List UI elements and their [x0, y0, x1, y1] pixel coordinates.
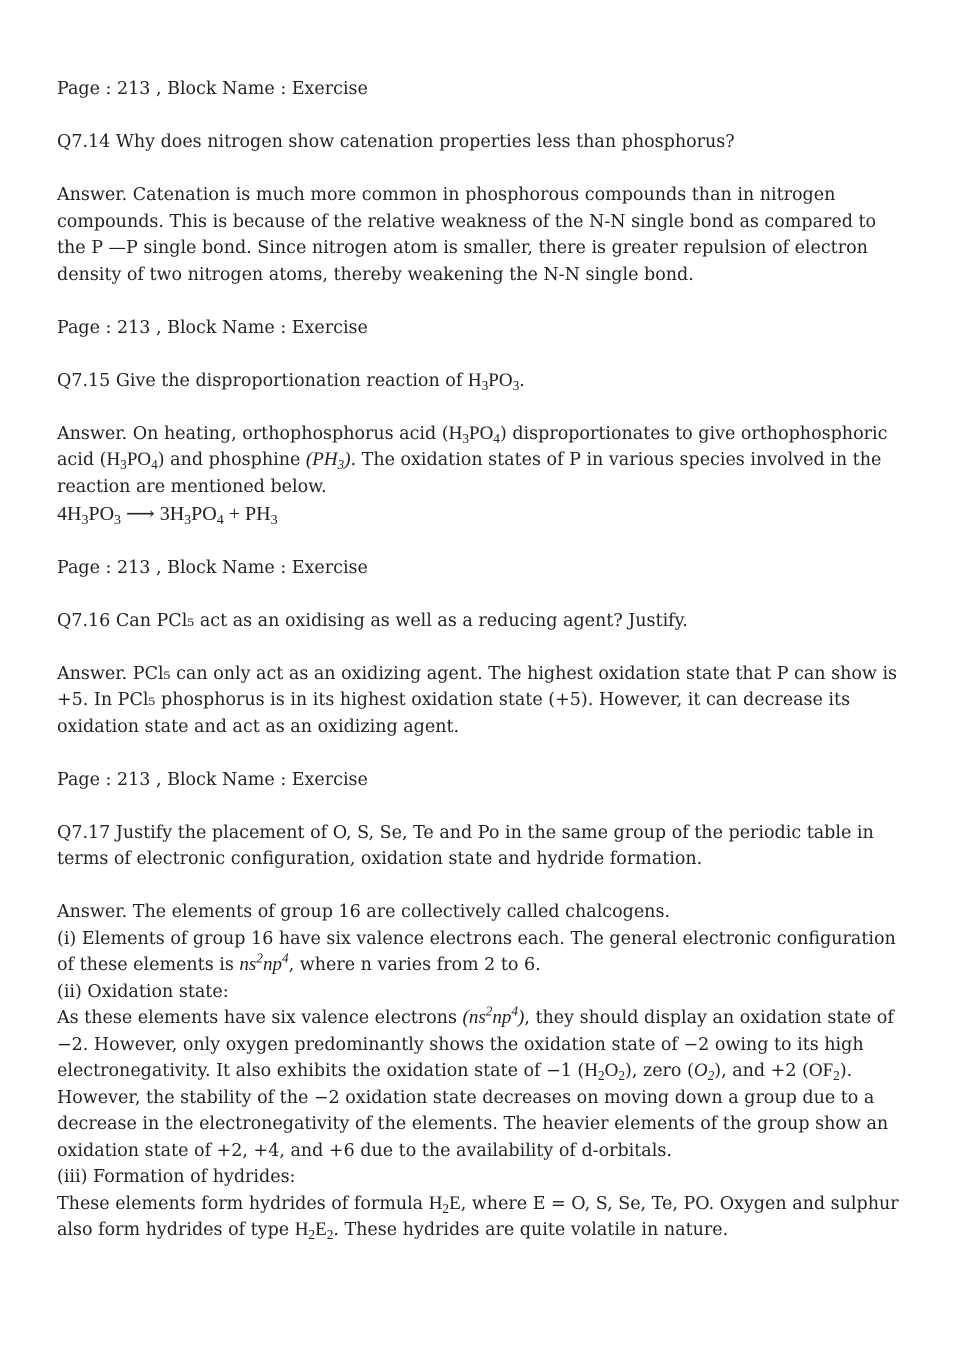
answer-7-17-point-2: As these elements have six valence electrons $(ns^2np^4)$, they should display an oxidation state of −2. However, only oxygen predominantly shows the oxidation state of −2 owing to its high electronegativity. It also exhibits the oxidation state of −1 $(H_2O_2)$, zero $(O_2)$, and +2 $(OF_2)$. However, the stability of the −2 oxidation state decreases on moving down a group due to a decrease in the electronegativity of the elements. The heavier elements of the group show an oxidation state of +2, +4, and +6 due to the availability of d-orbitals. [57, 1003, 894, 1161]
page-label: Page : 213 , Block Name : Exercise [57, 79, 368, 99]
formula-ph3: $(PH_3)$ [305, 449, 351, 472]
reaction-equation: $4H_3PO_3$ ⟶ $3H_3PO_4 + PH_3$ [57, 503, 278, 529]
question-7-14: Q7.14 Why does nitrogen show catenation properties less than phosphorus? [57, 132, 735, 152]
formula-h2e2: $H_2E_2$ [294, 1219, 334, 1242]
formula-h3po3: $H_3PO_3$ [467, 369, 520, 393]
page-label: Page : 213 , Block Name : Exercise [57, 557, 368, 578]
formula-h2e: $H_2E$ [428, 1192, 461, 1216]
formula-ns2np4: $ns^2np^4$ [239, 950, 289, 975]
formula-h2o2: $H_2O_2$ [584, 1060, 626, 1083]
question-7-16: Q7.16 Can PCl₅ act as an oxidising as well as a reducing agent? Justify. [57, 610, 688, 631]
answer-7-17-point-2-heading: (ii) Oxidation state: [57, 981, 229, 1002]
formula-of2: $OF_2$ [808, 1060, 840, 1083]
answer-7-17-point-3-heading: (iii) Formation of hydrides: [57, 1167, 296, 1187]
answer-7-14: Answer. Catenation is much more common in phosphorous compounds than in nitrogen compounds. This is because of the relative weakness of the N-N single bond as compared to the P —P single bond. Since nitrogen atom is smaller, there is greater repulsion of electron density of two nitrogen atoms, thereby weakening the N-N single bond. [57, 185, 877, 285]
answer-7-15: Answer. On heating, orthophosphorus acid $(H_3PO_4)$ disproportionates to give orthophosphoric acid $(H_3PO_4)$ and phosphine $(PH_3)$. The oxidation states of P in various species involved in the reaction are mentioned below. [57, 422, 888, 497]
document-page [57, 76, 902, 1244]
question-7-15: Q7.15 Give the disproportionation reaction of $H_3PO_3$. [57, 369, 525, 393]
answer-7-17-intro: Answer. The elements of group 16 are collectively called chalcogens. [57, 902, 670, 922]
answer-7-16: Answer. PCl₅ can only act as an oxidizing agent. The highest oxidation state that P can show is +5. In PCl₅ phosphorus is in its highest oxidation state (+5). However, it can decrease its oxidation state and act as an oxidizing agent. [57, 663, 898, 737]
formula-ns2np4: $(ns^2np^4)$ [462, 1003, 525, 1028]
formula-h3po4: $H_3PO_4$ [106, 449, 158, 472]
page-label: Page : 213 , Block Name : Exercise [57, 769, 368, 790]
question-7-17: Q7.17 Justify the placement of O, S, Se, Te and Po in the same group of the periodic table in terms of electronic configuration, oxidation state and hydride formation. [57, 822, 874, 869]
formula-h3po4: $H_3PO_4$ [448, 422, 500, 446]
page-label: Page : 213 , Block Name : Exercise [57, 317, 368, 338]
answer-7-17-point-3: These elements form hydrides of formula $H_2E$, where E = O, S, Se, Te, PO. Oxygen and sulphur also form hydrides of type $H_2E_2$. These hydrides are quite volatile in nature. [57, 1192, 899, 1242]
answer-7-17-point-1: (i) Elements of group 16 have six valence electrons each. The general electronic configuration of these elements is $ns^2np^4$, where n varies from 2 to 6. [57, 928, 896, 975]
formula-o2: $O_2$ [693, 1060, 715, 1083]
